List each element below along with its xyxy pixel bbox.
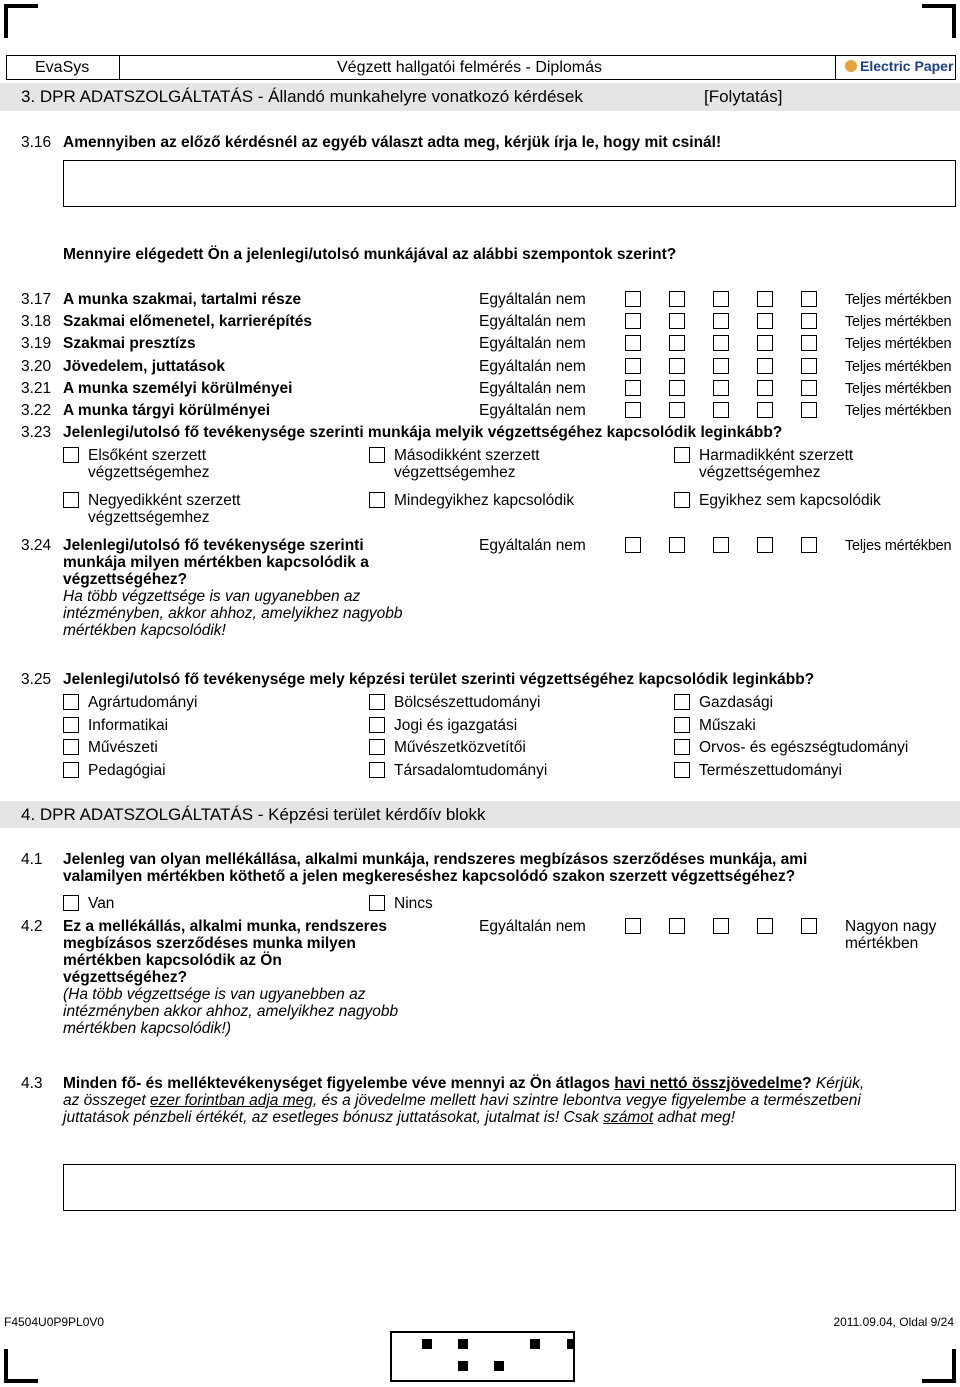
- likert-number: 3.20: [21, 358, 52, 375]
- q323-option-checkbox-6[interactable]: [674, 492, 690, 508]
- section-4-heading: [0, 801, 960, 828]
- likert-number: 3.19: [21, 335, 52, 352]
- brand-logo: [845, 58, 953, 74]
- scale-checkbox-2[interactable]: [669, 291, 685, 307]
- app-name: EvaSys: [35, 59, 90, 76]
- q325-option-label: Természettudományi: [699, 762, 843, 779]
- q323-text: Jelenlegi/utolsó fő tevékenysége szerinti munkája melyik végzettségéhez kapcsolódik leginkább?: [63, 424, 783, 441]
- q41-option-van-checkbox[interactable]: [63, 895, 79, 911]
- scale-checkbox-4[interactable]: [757, 335, 773, 351]
- q324-note: Ha több végzettsége is van ugyanebben az intézményben, akkor ahhoz, amelyikhez nagyobb mértékben kapcsolódik!: [63, 588, 403, 639]
- q43-income-field[interactable]: [63, 1164, 956, 1211]
- q323-option-label-1: Elsőként szerzett végzettségemhez: [88, 447, 210, 481]
- scale-right-label: Teljes mértékben: [845, 314, 952, 330]
- scale-checkbox-3[interactable]: [713, 291, 729, 307]
- q325-number: 3.25: [21, 671, 52, 688]
- scale-checkbox-1[interactable]: [625, 358, 641, 374]
- q325-option-checkbox[interactable]: [369, 717, 385, 733]
- scale-checkbox-3[interactable]: [713, 402, 729, 418]
- likert-number: 3.22: [21, 402, 52, 419]
- q42-scale-left-label: Egyáltalán nem: [479, 918, 586, 935]
- q323-option-label-5: Mindegyikhez kapcsolódik: [394, 492, 575, 509]
- scale-checkbox-4[interactable]: [757, 402, 773, 418]
- q323-option-checkbox-1[interactable]: [63, 447, 79, 463]
- q325-option-label: Informatikai: [88, 717, 169, 734]
- scale-checkbox-1[interactable]: [625, 380, 641, 396]
- q323-option-checkbox-3[interactable]: [674, 447, 690, 463]
- section-3-heading: [0, 83, 960, 111]
- q316-text: Amennyiben az előző kérdésnél az egyéb választ adta meg, kérjük írja le, hogy mit csinál!: [63, 134, 722, 151]
- scale-checkbox-3[interactable]: [713, 358, 729, 374]
- scale-checkbox-3[interactable]: [713, 918, 729, 934]
- q325-option-checkbox[interactable]: [63, 762, 79, 778]
- brand-name: Electric Paper: [860, 58, 954, 74]
- scale-checkbox-5[interactable]: [801, 402, 817, 418]
- scale-left-label: Egyáltalán nem: [479, 537, 586, 554]
- corner-mark-bottom-left: [4, 1349, 38, 1383]
- scale-checkbox-2[interactable]: [669, 313, 685, 329]
- scale-left-label: Egyáltalán nem: [479, 335, 586, 352]
- scale-checkbox-1[interactable]: [625, 291, 641, 307]
- scale-left-label: Egyáltalán nem: [479, 402, 586, 419]
- likert-label: Szakmai előmenetel, karrierépítés: [63, 313, 312, 330]
- q325-option-checkbox[interactable]: [674, 739, 690, 755]
- scale-right-label: Teljes mértékben: [845, 359, 952, 375]
- q325-text: Jelenlegi/utolsó fő tevékenysége mely képzési terület szerinti végzettségéhez kapcsolódik leginkább?: [63, 671, 815, 688]
- q325-option-checkbox[interactable]: [369, 694, 385, 710]
- likert-number: 3.21: [21, 380, 52, 397]
- form-id: F4504U0P9PL0V0: [4, 1315, 105, 1329]
- q42-number: 4.2: [21, 918, 43, 935]
- q323-option-label-2: Másodikként szerzett végzettségemhez: [394, 447, 540, 481]
- q325-option-checkbox[interactable]: [369, 762, 385, 778]
- q323-option-checkbox-2[interactable]: [369, 447, 385, 463]
- q323-option-label-3: Harmadikként szerzett végzettségemhez: [699, 447, 854, 481]
- scale-checkbox-4[interactable]: [757, 380, 773, 396]
- scale-checkbox-4[interactable]: [757, 918, 773, 934]
- q41-option-nincs-checkbox[interactable]: [369, 895, 385, 911]
- scale-checkbox-3[interactable]: [713, 380, 729, 396]
- scale-left-label: Egyáltalán nem: [479, 380, 586, 397]
- scale-checkbox-1[interactable]: [625, 918, 641, 934]
- survey-title: Végzett hallgatói felmérés - Diplomás: [337, 59, 603, 76]
- q325-option-checkbox[interactable]: [63, 694, 79, 710]
- corner-mark-top-right: [922, 4, 956, 38]
- scale-checkbox-4[interactable]: [757, 313, 773, 329]
- scale-checkbox-5[interactable]: [801, 380, 817, 396]
- q323-option-label-4: Negyedikként szerzett végzettségemhez: [88, 492, 241, 526]
- header-bar: [6, 55, 956, 80]
- scale-checkbox-1[interactable]: [625, 402, 641, 418]
- q42-note: (Ha több végzettsége is van ugyanebben az intézményben akkor ahhoz, amelyikhez nagyobb mértékben kapcsolódik!): [63, 986, 399, 1037]
- likert-label: A munka tárgyi körülményei: [63, 402, 271, 419]
- scale-checkbox-4[interactable]: [757, 291, 773, 307]
- scale-checkbox-2[interactable]: [669, 358, 685, 374]
- q325-option-checkbox[interactable]: [674, 717, 690, 733]
- scale-checkbox-3[interactable]: [713, 537, 729, 553]
- likert-number: 3.17: [21, 291, 52, 308]
- scale-checkbox-5[interactable]: [801, 358, 817, 374]
- page-info: 2011.09.04, Oldal 9/24: [833, 1315, 954, 1329]
- scale-checkbox-5[interactable]: [801, 313, 817, 329]
- scale-left-label: Egyáltalán nem: [479, 313, 586, 330]
- scale-right-label: Teljes mértékben: [845, 292, 952, 308]
- q325-option-checkbox[interactable]: [674, 694, 690, 710]
- scale-checkbox-5[interactable]: [801, 335, 817, 351]
- scale-checkbox-5[interactable]: [801, 291, 817, 307]
- scale-checkbox-5[interactable]: [801, 918, 817, 934]
- q325-option-label: Műszaki: [699, 717, 756, 734]
- q316-answer-field[interactable]: [63, 160, 956, 207]
- q325-option-label: Társadalomtudományi: [394, 762, 548, 779]
- scale-right-label: Teljes mértékben: [845, 381, 952, 397]
- likert-label: A munka szakmai, tartalmi része: [63, 291, 302, 308]
- scale-checkbox-4[interactable]: [757, 537, 773, 553]
- q325-option-label: Agrártudományi: [88, 694, 198, 711]
- q41-option-van-label: Van: [88, 895, 115, 912]
- likert-number: 3.18: [21, 313, 52, 330]
- q43-text: Minden fő- és melléktevékenységet figyelembe véve mennyi az Ön átlagos havi nettó összjövedelme? Kérjük, az összeget ezer forintban adja meg, és a jövedelme mellett havi szintre lebontva vegye figyelembe a természetbeni juttatások pénzbeli értékét, az esetleges bónusz juttatásokat, jutalmat is! Csak számot adhat meg!: [63, 1075, 865, 1126]
- scale-checkbox-5[interactable]: [801, 537, 817, 553]
- q325-option-label: Orvos- és egészségtudományi: [699, 739, 909, 756]
- q323-option-checkbox-5[interactable]: [369, 492, 385, 508]
- scale-left-label: Egyáltalán nem: [479, 291, 586, 308]
- likert-label: A munka személyi körülményei: [63, 380, 293, 397]
- q323-option-label-6: Egyikhez sem kapcsolódik: [699, 492, 881, 509]
- q325-option-label: Művészetközvetítői: [394, 739, 526, 756]
- q323-option-checkbox-4[interactable]: [63, 492, 79, 508]
- q324-number: 3.24: [21, 537, 52, 554]
- scale-checkbox-2[interactable]: [669, 537, 685, 553]
- q41-text: Jelenleg van olyan mellékállása, alkalmi munkája, rendszeres megbízásos szerződéses munkája, ami valamilyen mértékben köthető a jelen megkereséshez kapcsolódó szakon szerzett végzettségéhez?: [63, 851, 808, 885]
- scale-checkbox-1[interactable]: [625, 313, 641, 329]
- scale-checkbox-3[interactable]: [713, 313, 729, 329]
- section-3-title: 3. DPR ADATSZOLGÁLTATÁS - Állandó munkahelyre vonatkozó kérdések: [21, 87, 583, 106]
- q43-number: 4.3: [21, 1075, 43, 1092]
- brand-globe-icon: [845, 60, 857, 72]
- scale-checkbox-2[interactable]: [669, 380, 685, 396]
- scale-checkbox-1[interactable]: [625, 335, 641, 351]
- section-3-continued: [Folytatás]: [704, 87, 783, 106]
- scale-right-label: Teljes mértékben: [845, 336, 952, 352]
- likert-label: Szakmai presztízs: [63, 335, 196, 352]
- q324-text: Jelenlegi/utolsó fő tevékenysége szerinti munkája milyen mértékben kapcsolódik a végzettségéhez? Ha több végzettsége is van ugyanebben az intézményben, akkor ahhoz, amelyikhez nagyobb mértékben kapcsolódik!: [63, 537, 403, 639]
- scan-code: [390, 1331, 575, 1382]
- scale-checkbox-1[interactable]: [625, 537, 641, 553]
- q323-number: 3.23: [21, 424, 52, 441]
- q42-text: Ez a mellékállás, alkalmi munka, rendszeres megbízásos szerződéses munka milyen mértékben kapcsolódik az Ön végzettségéhez? (Ha több végzettsége is van ugyanebben az intézményben akkor ahhoz, amelyikhez nagyobb mértékben kapcsolódik!): [63, 918, 399, 1037]
- scale-checkbox-2[interactable]: [669, 335, 685, 351]
- scale-checkbox-4[interactable]: [757, 358, 773, 374]
- q325-option-label: Gazdasági: [699, 694, 774, 711]
- q325-option-label: Művészeti: [88, 739, 158, 756]
- q325-option-checkbox[interactable]: [369, 739, 385, 755]
- q325-option-label: Jogi és igazgatási: [394, 717, 518, 734]
- scale-right-label: Teljes mértékben: [845, 403, 952, 419]
- scale-checkbox-2[interactable]: [669, 918, 685, 934]
- corner-mark-top-left: [4, 4, 38, 38]
- q41-option-nincs-label: Nincs: [394, 895, 433, 912]
- scale-right-label: Teljes mértékben: [845, 538, 952, 554]
- q325-option-checkbox[interactable]: [63, 739, 79, 755]
- q325-option-label: Pedagógiai: [88, 762, 166, 779]
- corner-mark-bottom-right: [922, 1349, 956, 1383]
- q325-option-label: Bölcsészettudományi: [394, 694, 541, 711]
- q41-number: 4.1: [21, 851, 43, 868]
- scale-checkbox-2[interactable]: [669, 402, 685, 418]
- section-4-title: 4. DPR ADATSZOLGÁLTATÁS - Képzési terület kérdőív blokk: [21, 805, 486, 824]
- satisfaction-intro: Mennyire elégedett Ön a jelenlegi/utolsó munkájával az alábbi szempontok szerint?: [63, 246, 677, 263]
- scale-left-label: Egyáltalán nem: [479, 358, 586, 375]
- likert-label: Jövedelem, juttatások: [63, 358, 225, 375]
- q42-scale-right-label: Nagyon nagy mértékben: [845, 918, 937, 952]
- q325-option-checkbox[interactable]: [674, 762, 690, 778]
- q316-number: 3.16: [21, 134, 52, 151]
- q325-option-checkbox[interactable]: [63, 717, 79, 733]
- scale-checkbox-3[interactable]: [713, 335, 729, 351]
